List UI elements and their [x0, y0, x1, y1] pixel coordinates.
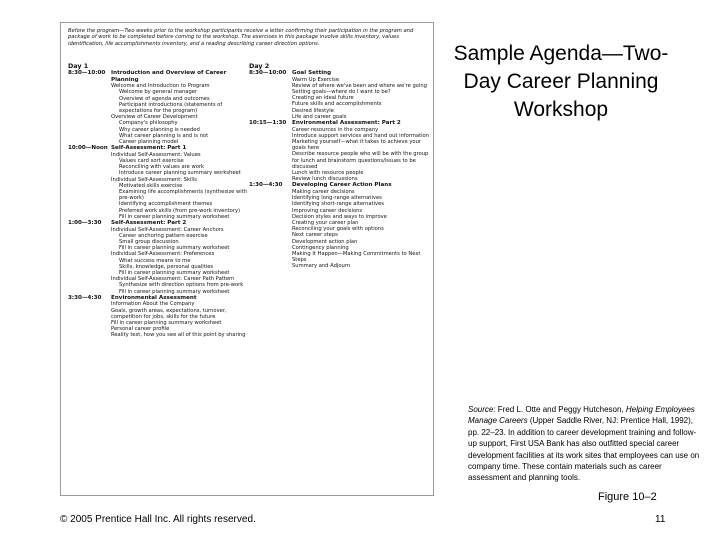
- session-item: Individual Self-Assessment: Preferences: [111, 251, 215, 258]
- day1-column: [68, 63, 250, 339]
- session-time: 10:15—1:30: [249, 120, 287, 127]
- session-item: Desired lifestyle: [292, 107, 334, 114]
- slide-title: Sample Agenda—Two-Day Career Planning Workshop: [453, 42, 669, 121]
- source-book-title: Helping Employees Manage Careers: [468, 405, 695, 426]
- page-number: 11: [655, 514, 666, 525]
- session-item: Introduce support services and hand out information: [292, 132, 430, 139]
- session-title: Self-Assessment: Part 2: [111, 220, 187, 227]
- figure-label: Figure 10–2: [598, 491, 657, 503]
- session-time: 1:30—4:30: [249, 182, 283, 189]
- session-item: Preferred work skills (from pre-work inventory): [119, 207, 241, 214]
- session-item: Next career steps: [292, 232, 338, 239]
- session-title: Environmental Assessment: Part 2: [292, 120, 401, 127]
- session-item: Overview of agenda and outcomes: [119, 95, 210, 102]
- day2-session-block: [249, 182, 431, 269]
- session-item: Individual Self-Assessment: Skills: [111, 176, 197, 183]
- session-item: Fill in career planning summary worksheet: [119, 288, 230, 295]
- session-time: 3:30—4:30: [68, 294, 102, 301]
- session-item: Career resources in the company: [292, 126, 379, 133]
- session-title: Introduction and Overview of Career Planning: [111, 70, 227, 83]
- session-item: Making It Happen—Making Commitments to Next Steps: [292, 251, 421, 264]
- session-item: Future skills and accomplishments: [292, 101, 382, 108]
- session-item: Creating an ideal future: [292, 95, 354, 102]
- session-item: Career planning model: [119, 139, 179, 146]
- session-item: Motivated skills exercise: [119, 182, 183, 189]
- session-item: Fill in career planning summary worksheet: [119, 270, 230, 277]
- copyright-footer: © 2005 Prentice Hall Inc. All rights reserved.: [60, 514, 256, 525]
- session-item: Career anchoring pattern exercise: [119, 232, 208, 239]
- session-item: Reality test, how you see all of this point by sharing: [111, 332, 246, 339]
- session-item: Personal career profile: [111, 326, 170, 333]
- session-item: Fill in career planning summary worksheet: [119, 213, 230, 220]
- session-item: Examining life accomplishments (synthesize with pre-work): [119, 189, 248, 202]
- session-item: Improving career decisions: [292, 207, 363, 214]
- session-item: Development action plan: [292, 238, 358, 245]
- agenda-document-image: [60, 22, 434, 496]
- session-item: Life and career goals: [292, 113, 347, 120]
- session-item: Review of where we've been and where we're going: [292, 82, 427, 89]
- source-note: [468, 404, 700, 484]
- session-item: Marketing yourself—what it takes to achieve your goals here: [292, 139, 421, 152]
- day2-column: [249, 63, 431, 270]
- source-prefix: Source:: [468, 405, 498, 414]
- session-item: What career planning is and is not: [119, 132, 209, 139]
- session-item: Identifying short-range alternatives: [292, 201, 384, 208]
- session-title: Self-Assessment: Part 1: [111, 145, 187, 152]
- session-item: Fill in career planning summary worksheet: [111, 320, 222, 327]
- session-item: Reconciling with values are work: [119, 164, 205, 171]
- session-item: Participant introductions (statements of expectations for the program): [119, 101, 223, 114]
- day1-session-block: [68, 145, 250, 220]
- session-item: Values card sort exercise: [119, 158, 184, 165]
- session-time: 8:30—10:00: [249, 70, 287, 76]
- session-item: Creating your career plan: [292, 220, 359, 227]
- session-item: Reconciling your goals with options: [292, 226, 384, 233]
- source-authors: Fred L. Otte and Peggy Hutcheson,: [497, 405, 626, 414]
- session-item: Skills, knowledge, personal qualities: [119, 263, 214, 270]
- session-time: 10:00—Noon: [68, 145, 108, 152]
- session-item: Decision styles and ways to improve: [292, 213, 387, 220]
- session-item: Welcome by general manager: [119, 89, 198, 96]
- session-item: Individual Self-Assessment: Values: [111, 151, 201, 158]
- day2-session-block: [249, 70, 431, 120]
- day2-session-block: [249, 120, 431, 182]
- session-item: Making career decisions: [292, 189, 355, 196]
- session-item: Company's philosophy: [119, 120, 178, 127]
- session-title: Developing Career Action Plans: [292, 182, 392, 189]
- session-item: What success means to me: [119, 257, 191, 264]
- session-item: Setting goals—where do I want to be?: [292, 89, 391, 95]
- day1-session-block: [68, 295, 250, 339]
- session-time: 1:00—3:30: [68, 220, 102, 227]
- session-item: Review lunch discussions: [292, 176, 358, 183]
- session-item: Goals, growth areas, expectations, turnover, competition for jobs, skills for the future: [111, 307, 227, 320]
- session-item: Overview of Career Development: [111, 114, 198, 121]
- day1-heading: Day 1: [68, 62, 89, 70]
- session-item: Why career planning is needed: [119, 126, 200, 133]
- session-item: Welcome and Introduction to Program: [111, 83, 210, 90]
- day1-session-block: [68, 220, 250, 295]
- session-item: Identifying long-range alternatives: [292, 195, 382, 202]
- source-details: (Upper Saddle River, NJ: Prentice Hall, 1992), pp. 22–23. In addition to career development training and follow-up support, First USA Bank has also outfitted special career development facilities at its work sites that employees can use on company time. These contain materials such as career assessment and planning tools.: [468, 416, 700, 483]
- session-item: Information About the Company: [111, 301, 195, 308]
- session-item: Individual Self-Assessment: Career Anchors: [111, 226, 224, 233]
- session-item: Contingency planning: [292, 244, 349, 251]
- session-item: Lunch with resource people: [292, 170, 364, 177]
- day2-heading: Day 2: [249, 62, 270, 70]
- session-item: Describe resource people who will be with the group for lunch and brainstorm questions/issues to be discussed: [292, 151, 429, 170]
- session-item: Individual Self-Assessment: Career Path Pattern: [111, 276, 235, 283]
- session-title: Goal Setting: [292, 70, 332, 76]
- session-item: Warm Up Exercise: [292, 76, 340, 83]
- session-item: Summary and Adjourn: [292, 263, 351, 270]
- day1-session-block: [68, 70, 250, 145]
- session-time: 8:30—10:00: [68, 70, 106, 76]
- session-item: Introduce career planning summary worksheet: [119, 170, 241, 177]
- session-item: Identifying accomplishment themes: [119, 201, 213, 208]
- session-item: Fill in career planning summary worksheet: [119, 245, 230, 252]
- agenda-intro-text: Before the program—Two weeks prior to the workshop participants receive a letter confirming their participation in the program and package of work to be completed before coming to the workshop. The exercises in this package involve skills inventory, values identification, life accomplishments inventory, and a reading describing career direction options.: [68, 28, 414, 47]
- session-item: Synthesize with direction options from pre-work: [119, 282, 244, 289]
- session-item: Small group discussion: [119, 239, 179, 246]
- session-title: Environmental Assessment: [111, 294, 197, 301]
